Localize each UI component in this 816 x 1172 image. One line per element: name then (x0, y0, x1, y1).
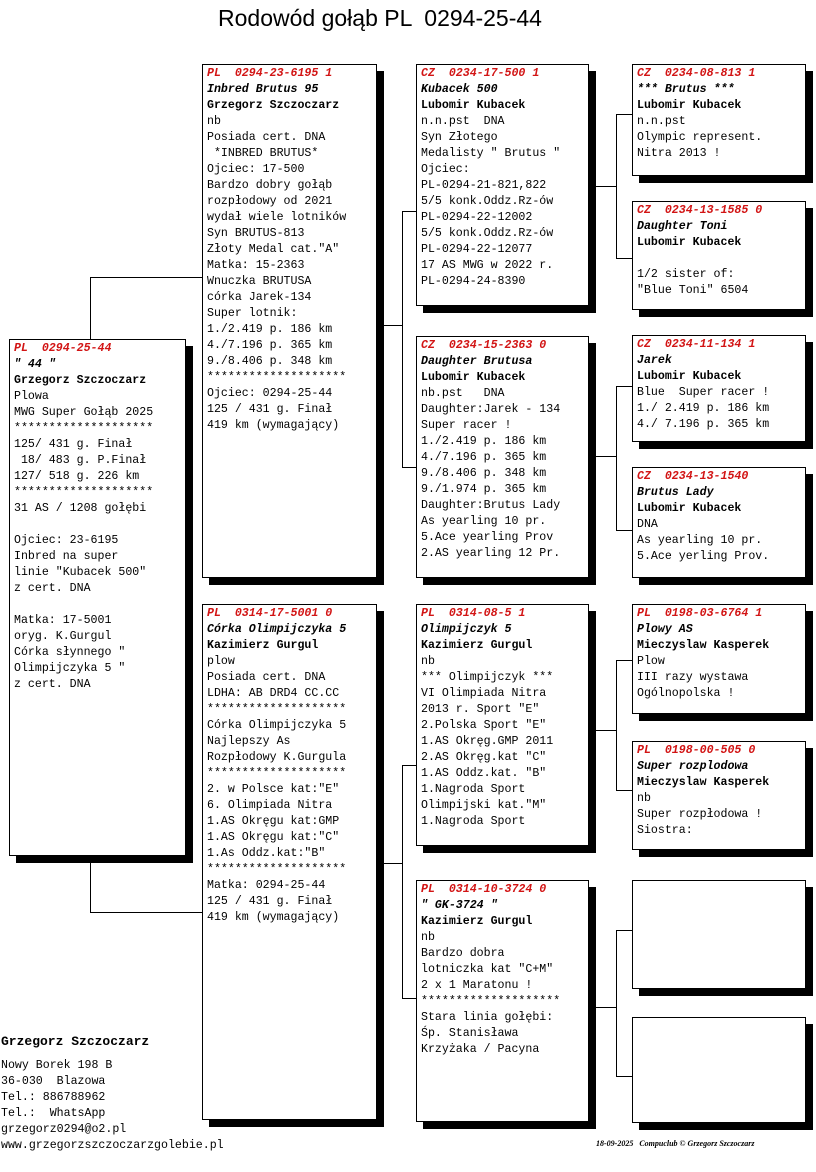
pedigree-card-sire-sire (416, 64, 589, 306)
pedigree-card-sire (202, 64, 377, 578)
info-line: ******************** (14, 422, 154, 435)
info-line: 2.AS yearling 12 Pr. (421, 547, 561, 560)
info-line: ******************** (207, 863, 347, 876)
info-line: Blue Super racer ! (637, 386, 770, 399)
page-title: Rodowód gołąb PL 0294-25-44 (218, 5, 542, 31)
connector-line (402, 467, 416, 468)
info-line: 1./ 2.419 p. 186 km (637, 402, 770, 415)
info-line: *INBRED BRUTUS* (207, 147, 319, 160)
breeder-website[interactable]: www.grzegorzszczoczarzgolebie.pl (1, 1139, 224, 1152)
info-line: ******************** (14, 486, 154, 499)
info-line: córka Jarek-134 (207, 291, 312, 304)
info-line: ******************** (207, 371, 347, 384)
info-line: 1.AS Okręg.GMP 2011 (421, 735, 554, 748)
info-line: Ogólnopolska ! (637, 687, 735, 700)
info-line: 2 x 1 Maratonu ! (421, 979, 533, 992)
info-line: III razy wystawa (637, 671, 749, 684)
info-line: VI Olimpiada Nitra (421, 687, 547, 700)
info-line: 2013 r. Sport "E" (421, 703, 540, 716)
info-line: 2. w Polsce kat:"E" (207, 783, 340, 796)
pigeon-name: Jarek (637, 354, 672, 367)
info-line: lotniczka kat "C+M" (421, 963, 554, 976)
info-line: ******************** (207, 767, 347, 780)
info-line: Złoty Medal cat."A" (207, 243, 340, 256)
info-line (14, 517, 185, 533)
info-line: nb (207, 115, 221, 128)
connector-line (90, 912, 204, 913)
ring-number: PL 0314-10-3724 0 (421, 883, 547, 896)
ring-number: CZ 0234-08-813 1 (637, 67, 756, 80)
pigeon-name: Olimpijczyk 5 (421, 623, 512, 636)
info-line: 1.AS Okręgu kat:"C" (207, 831, 340, 844)
breeder-address: Nowy Borek 198 B (1, 1059, 113, 1072)
info-line: Krzyżaka / Pacyna (421, 1043, 540, 1056)
ring-number: CZ 0234-15-2363 0 (421, 339, 547, 352)
pigeon-name: *** Brutus *** (637, 83, 735, 96)
info-line: Nitra 2013 ! (637, 147, 721, 160)
info-line: Inbred na super (14, 550, 119, 563)
info-line: 2.Polska Sport "E" (421, 719, 547, 732)
connector-line (616, 258, 632, 259)
info-line: Posiada cert. DNA (207, 671, 326, 684)
pedigree-card-ds-dam (632, 741, 806, 850)
info-line: Córka Olimpijczyka 5 (207, 719, 347, 732)
info-line: PL-0294-22-12002 (421, 211, 533, 224)
connector-line (616, 790, 632, 791)
info-line: Plowa (14, 390, 49, 403)
connector-line (402, 211, 403, 467)
info-line: Bardzo dobry gołąb (207, 179, 333, 192)
pedigree-card-subject (9, 339, 186, 856)
owner-name: Kazimierz Gurgul (421, 915, 533, 928)
info-line: Medalisty " Brutus " (421, 147, 561, 160)
footer-credit: 18-09-2025 Compuclub © Grzegorz Szczoczarz (596, 1139, 755, 1148)
pigeon-name: Daughter Brutusa (421, 355, 533, 368)
owner-name: Lubomir Kubacek (637, 99, 742, 112)
info-line: z cert. DNA (14, 582, 91, 595)
pigeon-name: Córka Olimpijczyka 5 (207, 623, 347, 636)
pigeon-name: Plowy AS (637, 623, 693, 636)
connector-line (616, 1076, 632, 1077)
connector-line (616, 386, 617, 530)
connector-line (616, 660, 632, 661)
connector-line (90, 277, 204, 278)
info-line: As yearling 10 pr. (637, 534, 763, 547)
info-line: Ojciec: 23-6195 (14, 534, 119, 547)
connector-line (596, 1007, 616, 1008)
info-line: oryg. K.Gurgul (14, 630, 112, 643)
connector-line (402, 998, 416, 999)
info-line: 1.AS Okręgu kat:GMP (207, 815, 340, 828)
pedigree-card-dd-dam (632, 1017, 806, 1123)
connector-line (616, 930, 632, 931)
info-line: 6. Olimpiada Nitra (207, 799, 333, 812)
connector-line (596, 730, 616, 731)
info-line: Najlepszy As (207, 735, 291, 748)
info-line: 1./2.419 p. 186 km (207, 323, 333, 336)
info-line: 1.Nagroda Sport (421, 815, 526, 828)
info-line: 125 / 431 g. Finał (207, 895, 333, 908)
ring-number: CZ 0234-11-134 1 (637, 338, 756, 351)
info-line: 5.Ace yearling Prov (421, 531, 554, 544)
info-line: nb (421, 655, 435, 668)
info-line: Bardzo dobra (421, 947, 505, 960)
owner-name: Kazimierz Gurgul (421, 639, 533, 652)
pigeon-name: " 44 " (14, 358, 56, 371)
pedigree-card-dam-dam (416, 880, 589, 1122)
info-line: Super lotnik: (207, 307, 298, 320)
info-line: nb (637, 792, 651, 805)
info-line: PL-0294-24-8390 (421, 275, 526, 288)
connector-line (402, 211, 416, 212)
owner-name: Grzegorz Szczoczarz (14, 374, 147, 387)
connector-line (616, 930, 617, 1076)
info-line: Olimpijczyka 5 " (14, 662, 126, 675)
info-line: Wnuczka BRUTUSA (207, 275, 312, 288)
info-line: ******************** (207, 703, 347, 716)
info-line: PL-0294-21-821,822 (421, 179, 547, 192)
owner-name: Lubomir Kubacek (637, 370, 742, 383)
info-line: 4./7.196 p. 365 km (421, 451, 547, 464)
connector-line (616, 386, 632, 387)
breeder-email[interactable]: grzegorz0294@o2.pl (1, 1123, 127, 1136)
info-line: linie "Kubacek 500" (14, 566, 147, 579)
info-line: 4./7.196 p. 365 km (207, 339, 333, 352)
owner-name: Kazimierz Gurgul (207, 639, 319, 652)
info-line: 9./1.974 p. 365 km (421, 483, 547, 496)
info-line: rozpłodowy od 2021 (207, 195, 333, 208)
info-line: MWG Super Gołąb 2025 (14, 406, 154, 419)
info-line: Syn BRUTUS-813 (207, 227, 305, 240)
ring-number: PL 0198-00-505 0 (637, 744, 756, 757)
info-line: Olimpijski kat."M" (421, 799, 547, 812)
ring-number: CZ 0234-17-500 1 (421, 67, 540, 80)
info-line: Ojciec: (421, 163, 470, 176)
connector-line (616, 114, 632, 115)
breeder-info (1, 1034, 224, 1154)
info-line: 125 / 431 g. Finał (207, 403, 333, 416)
connector-line (616, 114, 617, 258)
connector-line (596, 456, 616, 457)
info-line: Plow (637, 655, 665, 668)
info-line: 5.Ace yerling Prov. (637, 550, 770, 563)
info-line: Córka słynnego " (14, 646, 126, 659)
info-line (14, 597, 185, 613)
info-line (637, 251, 805, 267)
connector-line (402, 765, 416, 766)
info-line: *** Olimpijczyk *** (421, 671, 554, 684)
breeder-name: Grzegorz Szczoczarz (1, 1034, 150, 1049)
info-line: Śp. Stanisława (421, 1027, 519, 1040)
owner-name: Lubomir Kubacek (421, 371, 526, 384)
info-line: 18/ 483 g. P.Finał (14, 454, 147, 467)
info-line: 31 AS / 1208 gołębi (14, 502, 147, 515)
info-line: ******************** (421, 995, 561, 1008)
info-line: 9./8.406 p. 348 km (421, 467, 547, 480)
connector-line (90, 277, 91, 339)
info-line: n.n.pst (637, 115, 686, 128)
info-line: Posiada cert. DNA (207, 131, 326, 144)
pedigree-card-ss-sire (632, 64, 806, 176)
ring-number: PL 0294-25-44 (14, 342, 112, 355)
pedigree-card-sire-dam (416, 336, 589, 578)
connector-line (596, 186, 616, 187)
info-line: 1.Nagroda Sport (421, 783, 526, 796)
pigeon-name: Daughter Toni (637, 220, 728, 233)
info-line: 9./8.406 p. 348 km (207, 355, 333, 368)
pedigree-card-ds-sire (632, 604, 806, 714)
connector-line (90, 856, 91, 912)
info-line: Ojciec: 17-500 (207, 163, 305, 176)
connector-line (384, 325, 402, 326)
owner-name: Grzegorz Szczoczarz (207, 99, 340, 112)
info-line: 1./2.419 p. 186 km (421, 435, 547, 448)
pigeon-name: Brutus Lady (637, 486, 714, 499)
info-line: nb (421, 931, 435, 944)
owner-name: Mieczyslaw Kasperek (637, 776, 770, 789)
info-line: 127/ 518 g. 226 km (14, 470, 140, 483)
info-line: LDHA: AB DRD4 CC.CC (207, 687, 340, 700)
info-line: 125/ 431 g. Finał (14, 438, 133, 451)
ring-number: CZ 0234-13-1585 0 (637, 204, 763, 217)
info-line: Olympic represent. (637, 131, 763, 144)
ring-number: CZ 0234-13-1540 (637, 470, 749, 483)
info-line: 1.AS Oddz.kat. "B" (421, 767, 547, 780)
info-line: Matka: 17-5001 (14, 614, 112, 627)
owner-name: Lubomir Kubacek (637, 236, 742, 249)
ring-number: PL 0198-03-6764 1 (637, 607, 763, 620)
breeder-whatsapp: Tel.: WhatsApp (1, 1107, 106, 1120)
info-line: Matka: 0294-25-44 (207, 879, 326, 892)
info-line: 1.As Oddz.kat:"B" (207, 847, 326, 860)
info-line: Syn Złotego (421, 131, 498, 144)
info-line: Matka: 15-2363 (207, 259, 305, 272)
pedigree-card-sd-dam (632, 467, 806, 578)
info-line: 419 km (wymagający) (207, 419, 340, 432)
info-line: Super rozpłodowa ! (637, 808, 763, 821)
pigeon-name: Super rozplodowa (637, 760, 749, 773)
info-line: 17 AS MWG w 2022 r. (421, 259, 554, 272)
info-line: 1/2 sister of: (637, 268, 735, 281)
info-line: Siostra: (637, 824, 693, 837)
info-line: n.n.pst DNA (421, 115, 505, 128)
ring-number: PL 0294-23-6195 1 (207, 67, 333, 80)
breeder-phone: Tel.: 886788962 (1, 1091, 106, 1104)
ring-number: PL 0314-17-5001 0 (207, 607, 333, 620)
owner-name: Lubomir Kubacek (421, 99, 526, 112)
pedigree-card-dam-sire (416, 604, 589, 846)
info-line: As yearling 10 pr. (421, 515, 547, 528)
pedigree-card-sd-sire (632, 335, 806, 442)
pedigree-card-ss-dam (632, 201, 806, 310)
info-line: Daughter:Brutus Lady (421, 499, 561, 512)
info-line: 2.AS Okręg.kat "C" (421, 751, 547, 764)
breeder-postal: 36-030 Blazowa (1, 1075, 106, 1088)
info-line: Ojciec: 0294-25-44 (207, 387, 333, 400)
info-line: "Blue Toni" 6504 (637, 284, 749, 297)
connector-line (384, 863, 402, 864)
connector-line (616, 530, 632, 531)
owner-name: Mieczyslaw Kasperek (637, 639, 770, 652)
info-line: Stara linia gołębi: (421, 1011, 554, 1024)
pedigree-card-dam (202, 604, 377, 1120)
info-line: 4./ 7.196 p. 365 km (637, 418, 770, 431)
info-line: z cert. DNA (14, 678, 91, 691)
info-line: 5/5 konk.Oddz.Rz-ów (421, 227, 554, 240)
info-line: plow (207, 655, 235, 668)
connector-line (616, 660, 617, 790)
pedigree-card-dd-sire (632, 880, 806, 989)
info-line: Daughter:Jarek - 134 (421, 403, 561, 416)
info-line: wydał wiele lotników (207, 211, 347, 224)
pigeon-name: Kubacek 500 (421, 83, 498, 96)
info-line: Super racer ! (421, 419, 512, 432)
pigeon-name: " GK-3724 " (421, 899, 498, 912)
info-line: nb.pst DNA (421, 387, 505, 400)
info-line: DNA (637, 518, 658, 531)
info-line: PL-0294-22-12077 (421, 243, 533, 256)
owner-name: Lubomir Kubacek (637, 502, 742, 515)
info-line: Rozpłodowy K.Gurgula (207, 751, 347, 764)
info-line: 419 km (wymagający) (207, 911, 340, 924)
pigeon-name: Inbred Brutus 95 (207, 83, 319, 96)
ring-number: PL 0314-08-5 1 (421, 607, 526, 620)
info-line: 5/5 konk.Oddz.Rz-ów (421, 195, 554, 208)
connector-line (402, 765, 403, 998)
